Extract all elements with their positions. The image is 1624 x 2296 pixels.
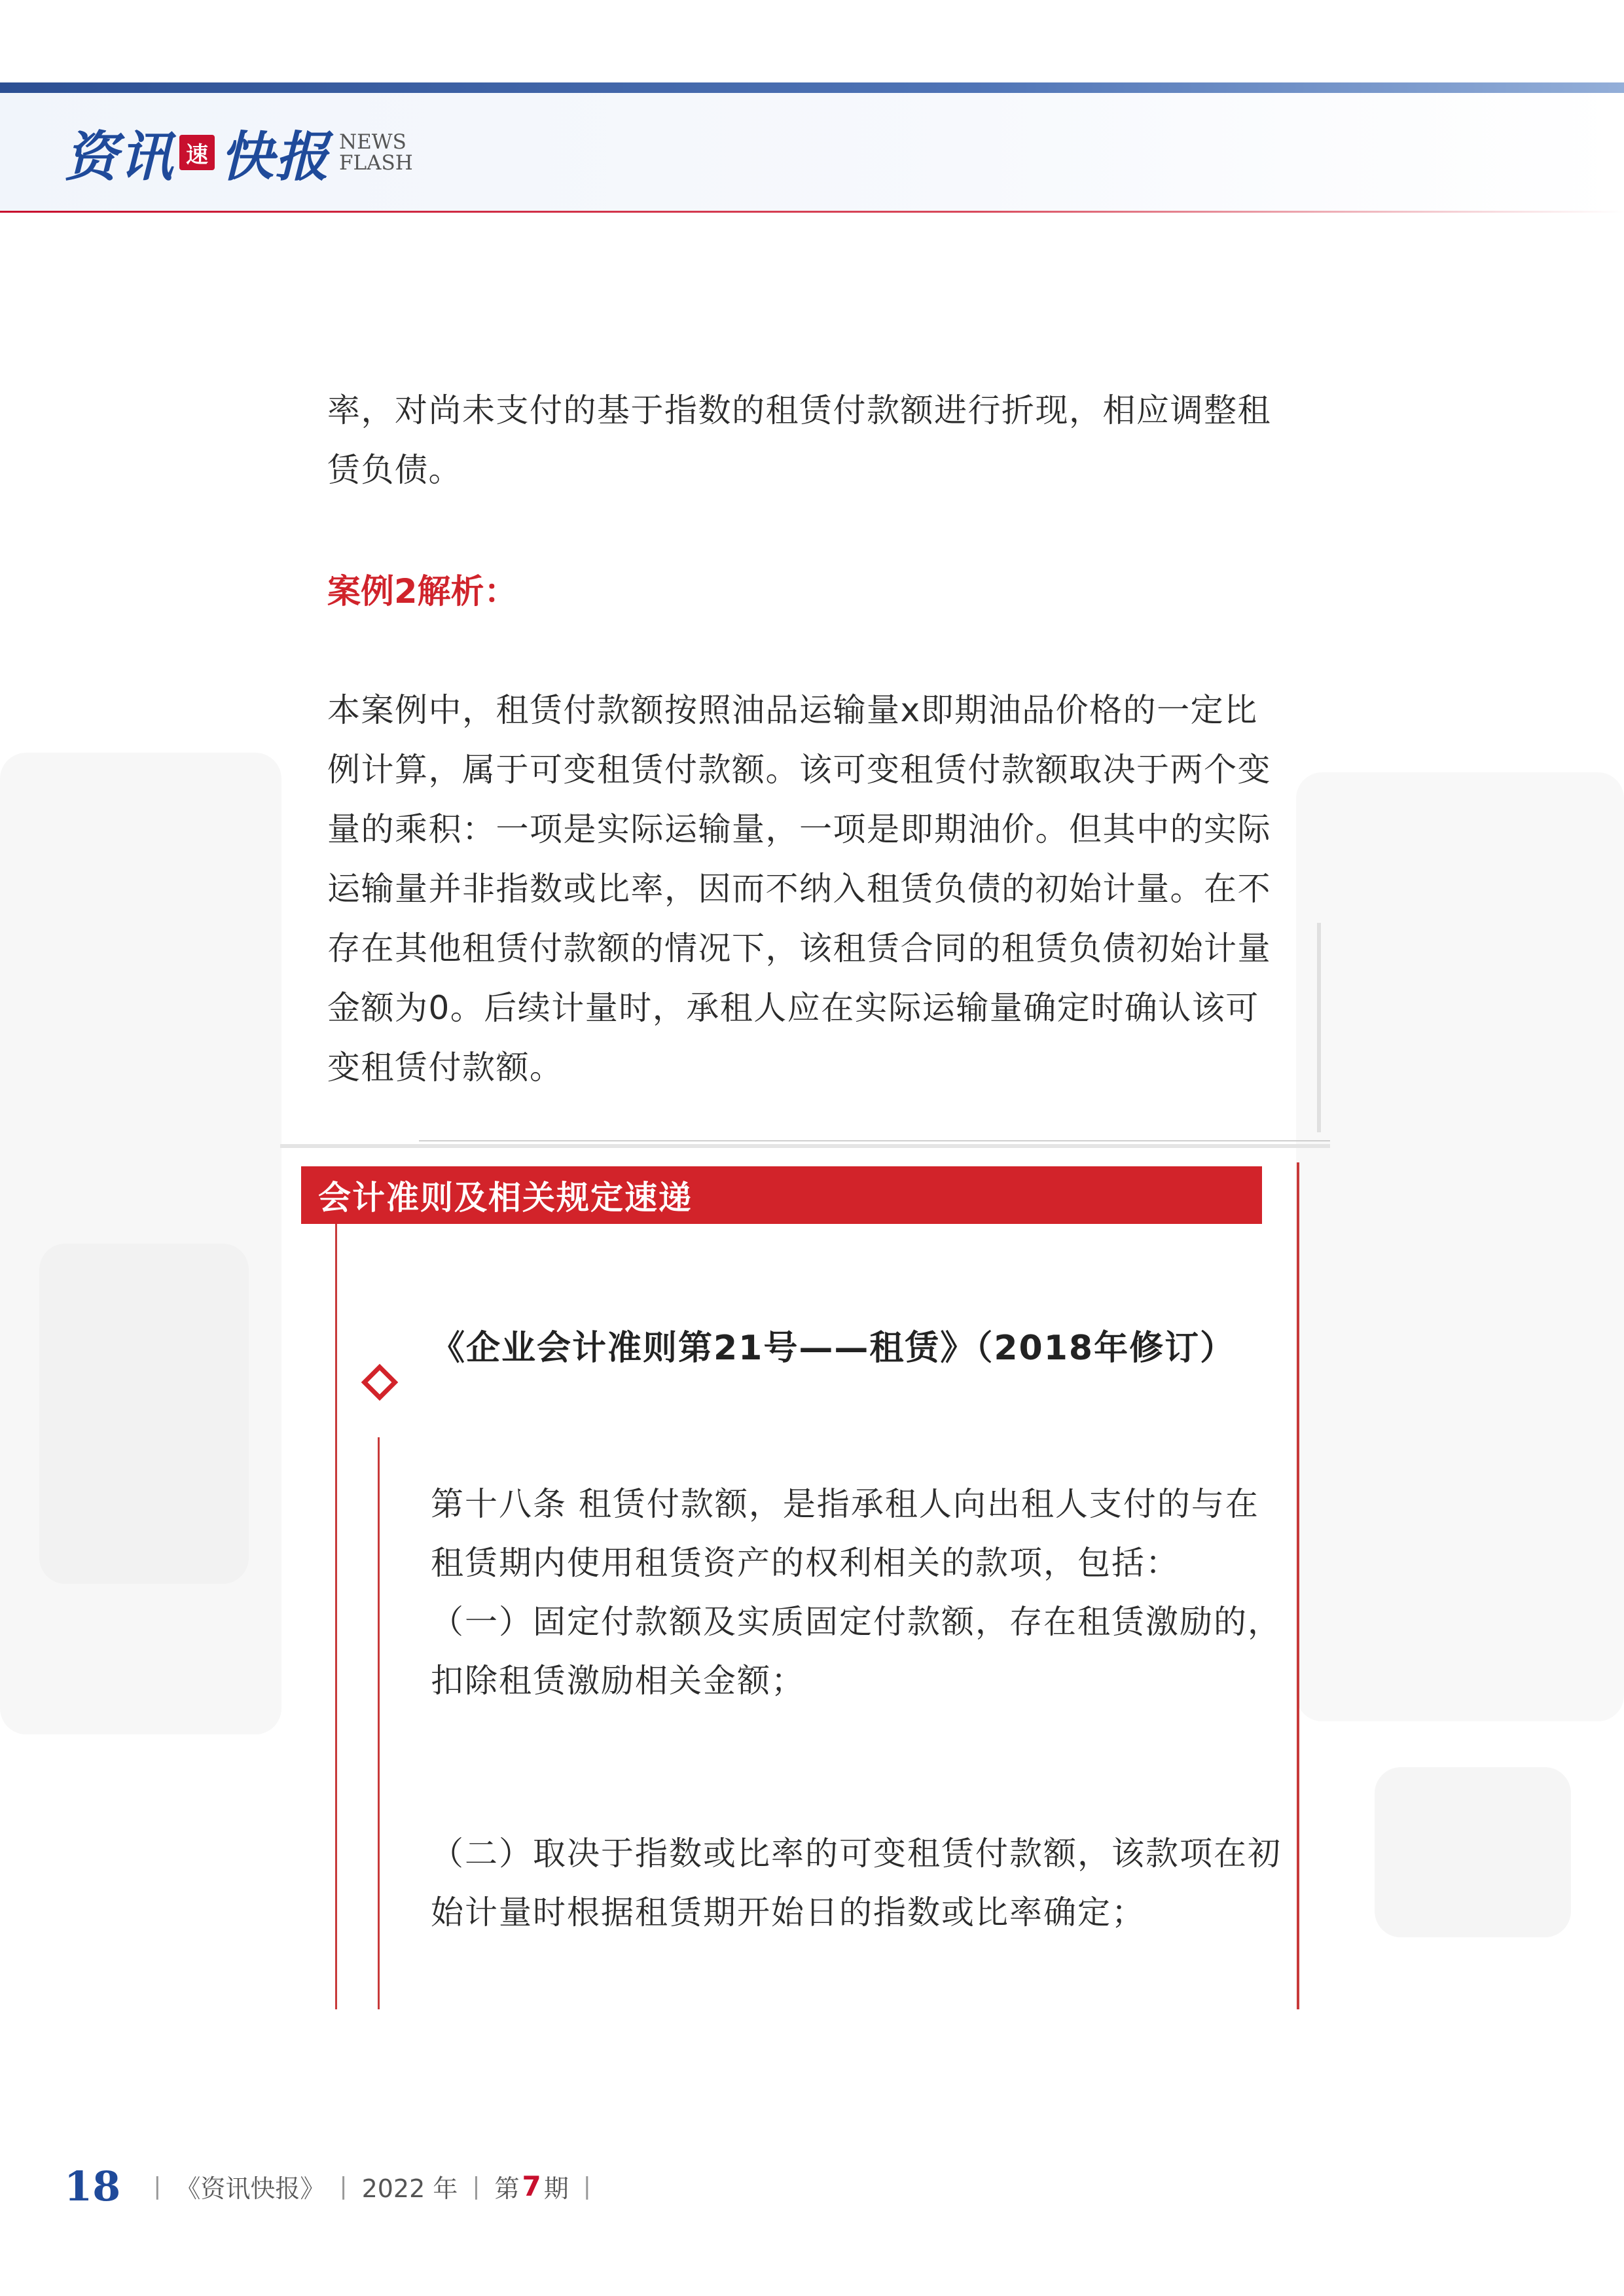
- header-divider: [0, 211, 1624, 213]
- logo-title-right: 快报: [220, 125, 330, 188]
- regulation-inner-line: [378, 1437, 380, 2009]
- screenshot-edge-line: [419, 1140, 1330, 1141]
- footer-issue-prefix: 第: [494, 2174, 520, 2203]
- logo-english-line2: FLASH: [339, 151, 413, 175]
- screenshot-side-edge: [1317, 923, 1321, 1132]
- page-footer: [64, 2160, 605, 2212]
- watermark-lion: [1375, 1767, 1571, 1937]
- footer-publication: 《资讯快报》: [175, 2174, 325, 2203]
- article-18-item-1: （一）固定付款额及实质固定付款额，存在租赁激励的，扣除租赁激励相关金额；: [431, 1603, 1282, 1700]
- logo-title-left: 资讯: [64, 125, 174, 188]
- paragraph-case-2-analysis: 本案例中，租赁付款额按照油品运输量x即期油品价格的一定比例计算，属于可变租赁付款额。该可变租赁付款额取决于两个变量的乘积：一项是实际运输量，一项是即期油价。但其中的实际运输量并非指数或比率，因而不纳入租赁负债的初始计量。在不存在其他租赁付款额的情况下，该租赁合同的租赁负债初始计量金额为0。后续计量时，承租人应在实际运输量确定时确认该可变租赁付款额。: [327, 691, 1271, 1086]
- footer-issue-number: 7: [522, 2170, 541, 2202]
- newsletter-logo: [64, 117, 413, 188]
- logo-seal-icon: 速: [179, 135, 215, 170]
- footer-year: 2022 年: [361, 2174, 458, 2203]
- paragraph-lease-discount: 率，对尚未支付的基于指数的租赁付款额进行折现，相应调整租赁负债。: [327, 391, 1271, 489]
- logo-english-line1: NEWS: [339, 130, 406, 154]
- logo-english: [339, 132, 413, 173]
- footer-issue-suffix: 期: [543, 2174, 569, 2203]
- footer-separator-icon: |: [472, 2172, 480, 2200]
- footer-separator-icon: |: [583, 2172, 591, 2200]
- regulation-article-18: [431, 1475, 1288, 1710]
- watermark-building-right: [1296, 772, 1624, 1721]
- footer-separator-icon: |: [153, 2172, 162, 2200]
- article-18-text: 第十八条 租赁付款额，是指承租人向出租人支付的与在租赁期内使用租赁资产的权利相关的款项，包括：: [431, 1485, 1259, 1582]
- regulation-title: 《企业会计准则第21号——租赁》（2018年修订）: [431, 1329, 1236, 1368]
- screenshot-edge: [280, 1144, 1330, 1148]
- diamond-bullet-icon: [361, 1364, 399, 1401]
- regulation-article-18-item-2: （二）取决于指数或比率的可变租赁付款额，该款项在初始计量时根据租赁期开始日的指数或比率确定；: [431, 1835, 1282, 1931]
- regulation-section-tab: 会计准则及相关规定速递: [301, 1166, 1262, 1224]
- header-top-rule: [0, 82, 1624, 93]
- case-2-heading: 案例2解析：: [327, 573, 518, 611]
- regulation-border-left: [335, 1224, 337, 2009]
- footer-separator-icon: |: [339, 2172, 348, 2200]
- watermark-door: [39, 1244, 249, 1584]
- regulation-border-right: [1297, 1162, 1299, 2009]
- page-number: 18: [64, 2162, 121, 2210]
